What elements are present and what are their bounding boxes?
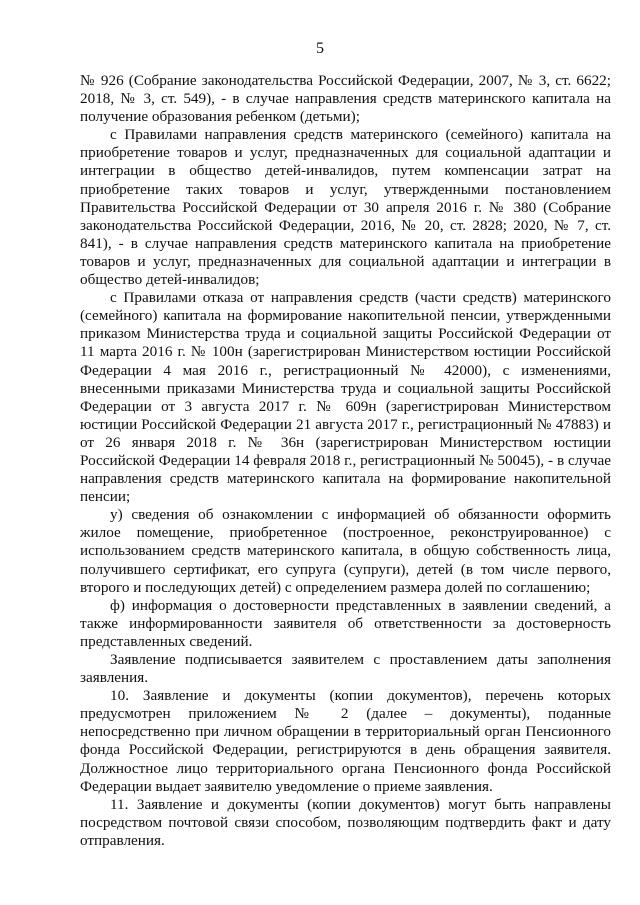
paragraph-rules-refusal-pension: с Правилами отказа от направления средств (части средств) материнского (семейного) капитала на формирование накопительной пенсии, утвержденными приказом Министерства труда и социальной защиты Российской Федерации от 11 марта 2016 г. № 100н (зарегистрирован Министерством юстиции Российской Федерации 4 мая 2016 г., регистрационный № 42000), с изменениями, внесенными приказами Министерства труда и социальной защиты Российской Федерации от 3 августа 2017 г. № 609н (зарегистрирован Министерством юстиции Российской Федерации 21 августа 2017 г., регистрационный № 47883) и от 26 января 2018 г. № 36н (зарегистрирован Министерством юстиции Российской Федерации 14 февраля 2018 г., регистрационный № 50045), - в случае направления средств материнского капитала на формирование накопительной пенсии; bbox=[80, 289, 611, 506]
paragraph-clause-10: 10. Заявление и документы (копии документов), перечень которых предусмотрен приложением № 2 (далее – документы), поданные непосредственно при личном обращении в территориальный орган Пенсионного фонда Российской Федерации, регистрируются в день обращения заявителя. Должностное лицо территориального органа Пенсионного фонда Российской Федерации выдает заявителю уведомление о приеме заявления. bbox=[80, 687, 611, 795]
paragraph-continuation: № 926 (Собрание законодательства Российской Федерации, 2007, № 3, ст. 6622; 2018, № 3, ст. 549), - в случае направления средств материнского капитала на получение образования ребенком (детьми); bbox=[80, 72, 611, 126]
paragraph-rules-goods-services: с Правилами направления средств материнского (семейного) капитала на приобретение товаров и услуг, предназначенных для социальной адаптации и интеграции в общество детей-инвалидов, путем компенсации затрат на приобретение таких товаров и услуг, утвержденными постановлением Правительства Российской Федерации от 30 апреля 2016 г. № 380 (Собрание законодательства Российской Федерации, 2016, № 20, ст. 2828; 2020, № 7, ст. 841), - в случае направления средств материнского капитала на приобретение товаров и услуг, предназначенных для социальной адаптации и интеграции в общество детей-инвалидов; bbox=[80, 126, 611, 289]
page-number: 5 bbox=[316, 40, 324, 57]
paragraph-signature: Заявление подписывается заявителем с проставлением даты заполнения заявления. bbox=[80, 651, 611, 687]
paragraph-clause-11: 11. Заявление и документы (копии документов) могут быть направлены посредством почтовой связи способом, позволяющим подтвердить факт и дату отправления. bbox=[80, 795, 611, 849]
paragraph-item-u: у) сведения об ознакомлении с информацией об обязанности оформить жилое помещение, приобретенное (построенное, реконструированное) с использованием средств материнского капитала, в общую собственность лица, получившего сертификат, его супруга (супруги), детей (в том числе первого, второго и последующих детей) с определением размера долей по соглашению; bbox=[80, 506, 611, 596]
document-body bbox=[80, 72, 611, 850]
paragraph-item-f: ф) информация о достоверности представленных в заявлении сведений, а также информированности заявителя об ответственности за достоверность представленных сведений. bbox=[80, 596, 611, 650]
